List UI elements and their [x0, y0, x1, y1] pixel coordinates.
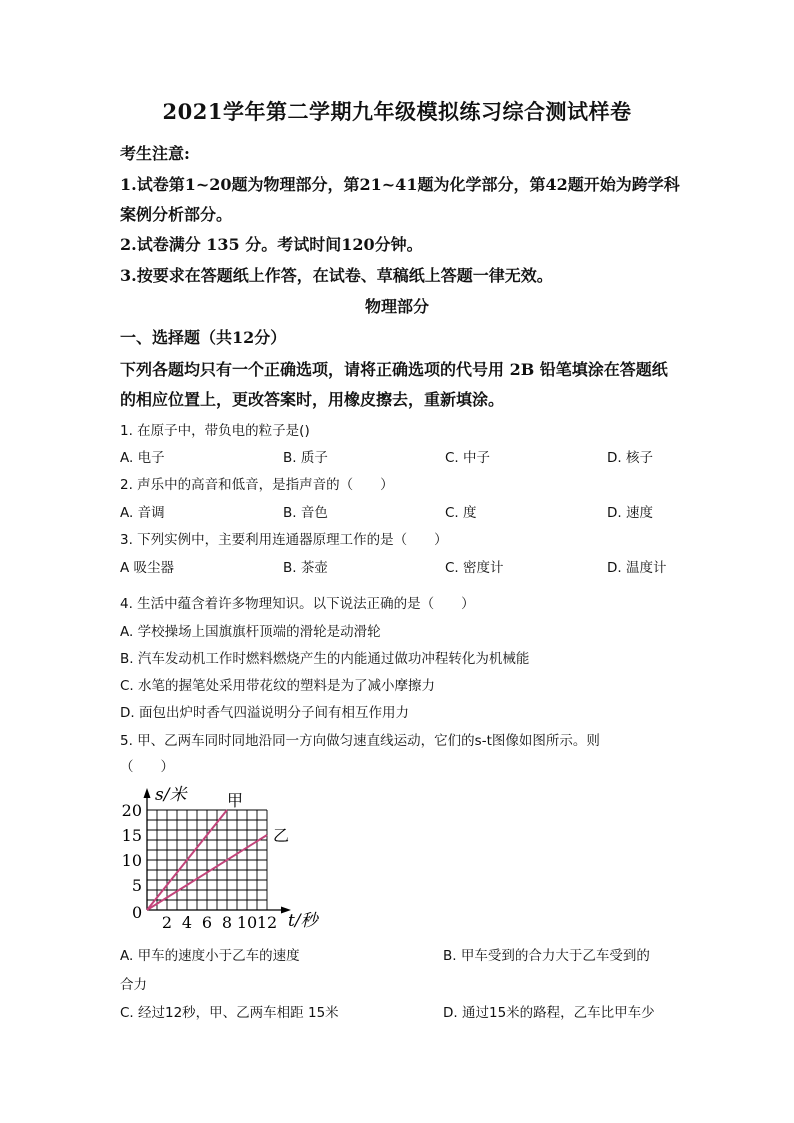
question-1-option-a: A. 电子: [120, 450, 165, 466]
y-tick-label: 15: [121, 826, 142, 845]
question-4-option-b: B. 汽车发动机工作时燃料燃烧产生的内能通过做功冲程转化为机械能: [120, 651, 530, 667]
part-one-instruction-2: 的相应位置上，更改答案时，用橡皮擦去，重新填涂。: [120, 390, 505, 409]
question-3-option-a: A 吸尘器: [120, 560, 175, 576]
section-title: 物理部分: [364, 297, 429, 316]
x-tick-label: 8: [221, 913, 233, 932]
question-3-stem: 3. 下列实例中，主要利用连通器原理工作的是（ ）: [120, 532, 448, 548]
origin-label: 0: [132, 903, 143, 922]
question-5-stem: 5. 甲、乙两车同时同地沿同一方向做匀速直线运动，它们的s-t图像如图所示。则: [120, 733, 600, 749]
x-tick-label: 10: [236, 913, 258, 932]
question-5-option-c: C. 经过12秒，甲、乙两车相距 15米: [120, 1005, 339, 1021]
notice-item-3: 3.按要求在答题纸上作答，在试卷、草稿纸上答题一律无效。: [120, 266, 553, 285]
y-axis-label: s/米: [155, 785, 187, 805]
question-4-option-d: D. 面包出炉时香气四溢说明分子间有相互作用力: [120, 705, 409, 721]
question-2-option-d: D. 速度: [607, 505, 653, 521]
part-one-heading: 一、选择题（共12分）: [120, 328, 287, 347]
exam-title: 2021学年第二学期九年级模拟练习综合测试样卷: [162, 99, 632, 124]
question-2-stem: 2. 声乐中的高音和低音，是指声音的（ ）: [120, 477, 394, 493]
x-tick-label: 6: [201, 913, 213, 932]
y-tick-label: 10: [121, 851, 142, 870]
question-1-option-c: C. 中子: [445, 450, 491, 466]
series-label-yi: 乙: [273, 826, 290, 845]
question-4-option-c: C. 水笔的握笔处采用带花纹的塑料是为了减小摩擦力: [120, 678, 436, 694]
x-tick-label: 12: [256, 913, 278, 932]
chart-grid: [147, 810, 267, 910]
question-2-option-a: A. 音调: [120, 505, 165, 521]
question-5-option-a: A. 甲车的速度小于乙车的速度: [120, 948, 300, 964]
notice-item-1-cont: 案例分析部分。: [120, 205, 233, 224]
x-axis-label: t/秒: [288, 911, 318, 931]
question-1-option-d: D. 核子: [607, 450, 653, 466]
question-5-option-b: B. 甲车受到的合力大于乙车受到的: [443, 948, 650, 964]
question-3-option-c: C. 密度计: [445, 560, 504, 576]
x-tick-label: 2: [161, 913, 173, 932]
question-1-option-b: B. 质子: [283, 450, 328, 466]
question-4-stem: 4. 生活中蕴含着许多物理知识。以下说法正确的是（ ）: [120, 596, 475, 612]
notice-heading: 考生注意:: [120, 144, 190, 163]
notice-item-1: 1.试卷第1~20题为物理部分，第21~41题为化学部分，第42题开始为跨学科: [120, 175, 680, 194]
part-one-instruction-1: 下列各题均只有一个正确选项，请将正确选项的代号用 2B 铅笔填涂在答题纸: [120, 360, 668, 379]
notice-item-2: 2.试卷满分 135 分。考试时间120分钟。: [120, 235, 423, 254]
question-3-option-b: B. 茶壶: [283, 560, 328, 576]
question-5-stem-cont: （ ）: [120, 759, 174, 775]
y-tick-label: 20: [121, 801, 142, 820]
question-2-option-c: C. 度: [445, 505, 477, 521]
question-5-option-b-cont: 合力: [120, 977, 147, 993]
y-axis-arrow: [144, 788, 151, 798]
question-2-option-b: B. 音色: [283, 505, 328, 521]
series-label-jia: 甲: [227, 791, 244, 810]
st-chart: [112, 778, 342, 936]
question-4-option-a: A. 学校操场上国旗旗杆顶端的滑轮是动滑轮: [120, 624, 381, 640]
y-tick-label: 5: [131, 876, 142, 895]
x-tick-label: 4: [181, 913, 193, 932]
question-1-stem: 1. 在原子中，带负电的粒子是(): [120, 423, 310, 439]
question-3-option-d: D. 温度计: [607, 560, 667, 576]
question-5-option-d: D. 通过15米的路程，乙车比甲车少: [443, 1005, 655, 1021]
